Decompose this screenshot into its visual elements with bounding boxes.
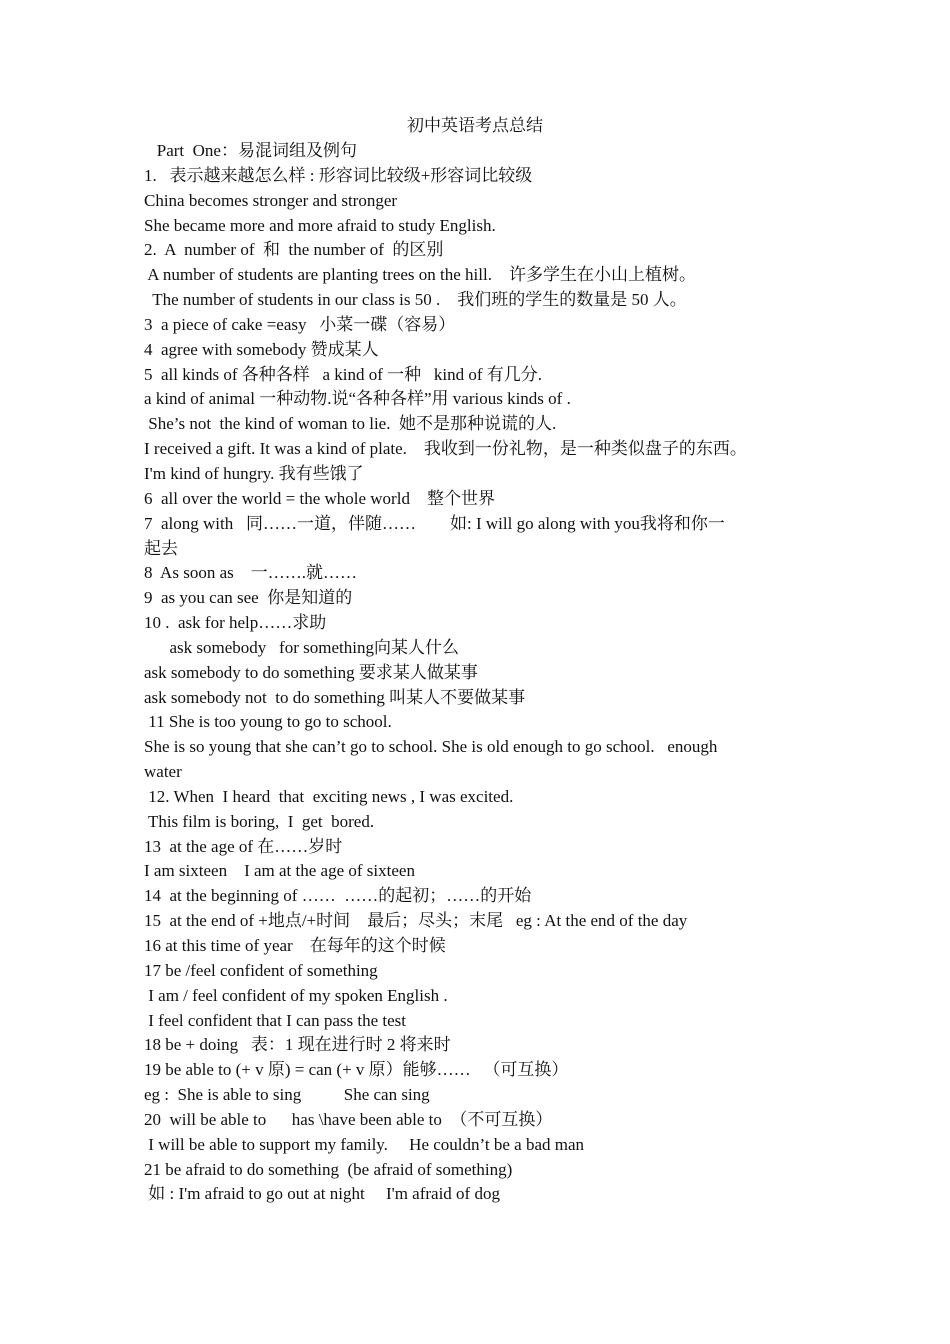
text-line: I am / feel confident of my spoken English . bbox=[144, 985, 448, 1005]
text-line: 1. 表示越来越怎么样 : 形容词比较级+形容词比较级 bbox=[144, 165, 533, 185]
text-line: 13 at the age of 在……岁时 bbox=[144, 836, 343, 856]
text-line: 7 along with 同……一道，伴随…… 如: I will go along with you我将和你一 bbox=[144, 513, 725, 533]
text-line: I will be able to support my family. He couldn’t be a bad man bbox=[144, 1134, 585, 1154]
text-line: 11 She is too young to go to school. bbox=[144, 712, 392, 732]
text-line: 如 : I'm afraid to go out at night I'm afraid of dog bbox=[144, 1184, 500, 1204]
text-line: Part One：易混词组及例句 bbox=[144, 141, 357, 160]
text-line: 15 at the end of +地点/+时间 最后；尽头；末尾 eg : At the end of the day bbox=[144, 911, 688, 931]
text-line: a kind of animal 一种动物.说“各种各样”用 various kinds of . bbox=[144, 389, 571, 409]
text-line: ask somebody not to do something 叫某人不要做某事 bbox=[144, 687, 526, 707]
text-line: She’s not the kind of woman to lie. 她不是那种说谎的人. bbox=[144, 414, 557, 434]
text-line: 21 be afraid to do something (be afraid of something) bbox=[144, 1159, 513, 1179]
text-line: 18 be + doing 表：1 现在进行时 2 将来时 bbox=[144, 1035, 451, 1055]
text-line: 19 be able to (+ v 原) = can (+ v 原）能够…… （可互换） bbox=[144, 1060, 569, 1080]
text-line: ask somebody to do something 要求某人做某事 bbox=[144, 662, 478, 682]
text-line: A number of students are planting trees on the hill. 许多学生在小山上植树。 bbox=[144, 265, 696, 285]
text-line: ask somebody for something向某人什么 bbox=[144, 637, 459, 657]
text-line: I received a gift. It was a kind of plate. 我收到一份礼物，是一种类似盘子的东西。 bbox=[144, 439, 747, 459]
text-line: China becomes stronger and stronger bbox=[144, 190, 398, 210]
text-line: 8 As soon as 一…….就…… bbox=[144, 563, 357, 583]
text-line: 3 a piece of cake =easy 小菜一碟（容易） bbox=[144, 314, 456, 334]
text-line: 12. When I heard that exciting news , I was excited. bbox=[144, 786, 514, 806]
text-line: eg : She is able to sing She can sing bbox=[144, 1085, 430, 1105]
text-line: water bbox=[144, 762, 182, 782]
text-line: 17 be /feel confident of something bbox=[144, 960, 378, 980]
text-line: 9 as you can see 你是知道的 bbox=[144, 588, 353, 608]
text-line: 14 at the beginning of …… ……的起初；……的开始 bbox=[144, 886, 532, 906]
text-line: She is so young that she can’t go to school. She is old enough to go school. enough bbox=[144, 737, 718, 757]
text-line: 起去 bbox=[144, 538, 178, 558]
text-line: I am sixteen I am at the age of sixteen bbox=[144, 861, 415, 881]
text-line: I feel confident that I can pass the test bbox=[144, 1010, 406, 1030]
page-title: 初中英语考点总结 bbox=[407, 116, 543, 135]
text-body bbox=[144, 139, 824, 1207]
text-line: 16 at this time of year 在每年的这个时候 bbox=[144, 936, 446, 955]
text-line: I'm kind of hungry. 我有些饿了 bbox=[144, 463, 364, 483]
text-line: 20 will be able to has \have been able to （不可互换） bbox=[144, 1109, 553, 1129]
text-line: 4 agree with somebody 赞成某人 bbox=[144, 339, 379, 359]
text-line: She became more and more afraid to study English. bbox=[144, 215, 496, 235]
text-line: 6 all over the world = the whole world 整个世界 bbox=[144, 488, 495, 508]
text-line: 2. A number of 和 the number of 的区别 bbox=[144, 240, 444, 260]
text-line: The number of students in our class is 50 . 我们班的学生的数量是 50 人。 bbox=[144, 290, 687, 310]
text-line: 10 . ask for help……求助 bbox=[144, 613, 327, 633]
text-line: 5 all kinds of 各种各样 a kind of 一种 kind of 有几分. bbox=[144, 364, 543, 384]
text-line: This film is boring, I get bored. bbox=[144, 811, 375, 831]
